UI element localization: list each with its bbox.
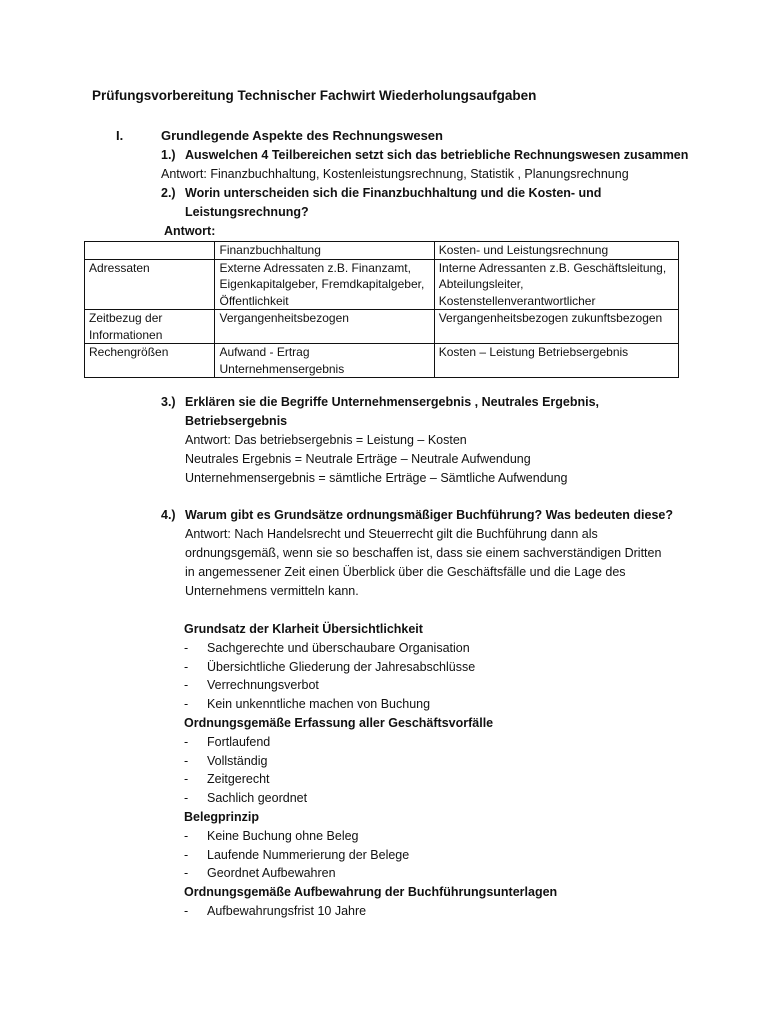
q3-answer-line3: Unternehmensergebnis = sämtliche Erträge – Sämtliche Aufwendung bbox=[185, 471, 568, 485]
table-row-label: Zeitbezug der Informationen bbox=[85, 310, 215, 344]
table-row bbox=[85, 344, 679, 378]
q1-answer: Antwort: Finanzbuchhaltung, Kostenleistungsrechnung, Statistik , Planungsrechnung bbox=[161, 167, 629, 181]
q4-answer-line2: ordnungsgemäß, wenn sie so beschaffen ist, dass sie einem sachverständigen Dritten bbox=[185, 546, 662, 560]
q3-number: 3.) bbox=[161, 395, 176, 409]
list-item: - Sachgerechte und überschaubare Organisation bbox=[184, 640, 470, 655]
table-cell: Externe Adressaten z.B. Finanzamt, Eigenkapitalgeber, Fremdkapitalgeber, Öffentlichkeit bbox=[215, 259, 434, 310]
q3-question-line2: Betriebsergebnis bbox=[185, 414, 288, 428]
table-header-cell: Finanzbuchhaltung bbox=[215, 242, 434, 260]
table-cell: Vergangenheitsbezogen bbox=[215, 310, 434, 344]
table-row-label: Adressaten bbox=[85, 259, 215, 310]
q4-answer-line4: Unternehmens vermitteln kann. bbox=[185, 584, 359, 598]
principle-heading: Belegprinzip bbox=[184, 809, 260, 824]
list-item: - Verrechnungsverbot bbox=[184, 678, 319, 693]
table-cell: Vergangenheitsbezogen zukunftsbezogen bbox=[434, 310, 678, 344]
table-cell: Interne Adressanten z.B. Geschäftsleitung, Abteilungsleiter, Kostenstellenverantwortlicher bbox=[434, 259, 678, 310]
list-item: - Fortlaufend bbox=[184, 734, 271, 749]
q2-question-line2: Leistungsrechnung? bbox=[185, 205, 309, 219]
list-item: - Kein unkenntliche machen von Buchung bbox=[184, 697, 431, 712]
q2-question-line1: Worin unterscheiden sich die Finanzbuchhaltung und die Kosten- und bbox=[185, 186, 602, 200]
table-row bbox=[85, 310, 679, 344]
table-cell: Aufwand - Ertrag Unternehmensergebnis bbox=[215, 344, 434, 378]
table-row-label: Rechengrößen bbox=[85, 344, 215, 378]
table-header-row bbox=[85, 242, 679, 260]
comparison-table bbox=[84, 241, 679, 378]
list-item: - Sachlich geordnet bbox=[184, 791, 308, 806]
list-item: - Geordnet Aufbewahren bbox=[184, 866, 336, 881]
list-item: - Vollständig bbox=[184, 753, 268, 768]
table-row bbox=[85, 259, 679, 310]
principle-heading: Ordnungsgemäße Erfassung aller Geschäftsvorfälle bbox=[184, 715, 494, 730]
q1-number: 1.) bbox=[161, 148, 176, 162]
q3-question-line1: Erklären sie die Begriffe Unternehmensergebnis , Neutrales Ergebnis, bbox=[185, 395, 600, 409]
q3-answer-line2: Neutrales Ergebnis = Neutrale Erträge – Neutrale Aufwendung bbox=[185, 452, 531, 466]
section-number: I. bbox=[116, 128, 124, 143]
table-header-cell bbox=[85, 242, 215, 260]
table-cell: Kosten – Leistung Betriebsergebnis bbox=[434, 344, 678, 378]
list-item: - Übersichtliche Gliederung der Jahresabschlüsse bbox=[184, 659, 476, 674]
q1-question: Auswelchen 4 Teilbereichen setzt sich das betriebliche Rechnungswesen zusammen bbox=[185, 148, 689, 162]
list-item: - Zeitgerecht bbox=[184, 772, 270, 787]
q4-answer-line1: Antwort: Nach Handelsrecht und Steuerrecht gilt die Buchführung dann als bbox=[185, 527, 598, 541]
list-item: - Laufende Nummerierung der Belege bbox=[184, 847, 410, 862]
q4-question: Warum gibt es Grundsätze ordnungsmäßiger Buchführung? Was bedeuten diese? bbox=[185, 508, 674, 522]
q3-answer-line1: Antwort: Das betriebsergebnis = Leistung – Kosten bbox=[185, 433, 467, 447]
list-item: - Keine Buchung ohne Beleg bbox=[184, 828, 359, 843]
principle-heading: Ordnungsgemäße Aufbewahrung der Buchführungsunterlagen bbox=[184, 885, 558, 900]
principle-heading: Grundsatz der Klarheit Übersichtlichkeit bbox=[184, 622, 423, 636]
document-title: Prüfungsvorbereitung Technischer Fachwirt Wiederholungsaufgaben bbox=[92, 88, 537, 103]
list-item: - Aufbewahrungsfrist 10 Jahre bbox=[184, 903, 367, 918]
q2-answer-label: Antwort: bbox=[164, 224, 216, 238]
q4-answer-line3: in angemessener Zeit einen Überblick über die Geschäftsfälle und die Lage des bbox=[185, 565, 626, 579]
principles-list bbox=[184, 620, 557, 921]
table-header-cell: Kosten- und Leistungsrechnung bbox=[434, 242, 678, 260]
q4-number: 4.) bbox=[161, 508, 176, 522]
q2-number: 2.) bbox=[161, 186, 176, 200]
section-title: Grundlegende Aspekte des Rechnungswesen bbox=[161, 128, 443, 143]
